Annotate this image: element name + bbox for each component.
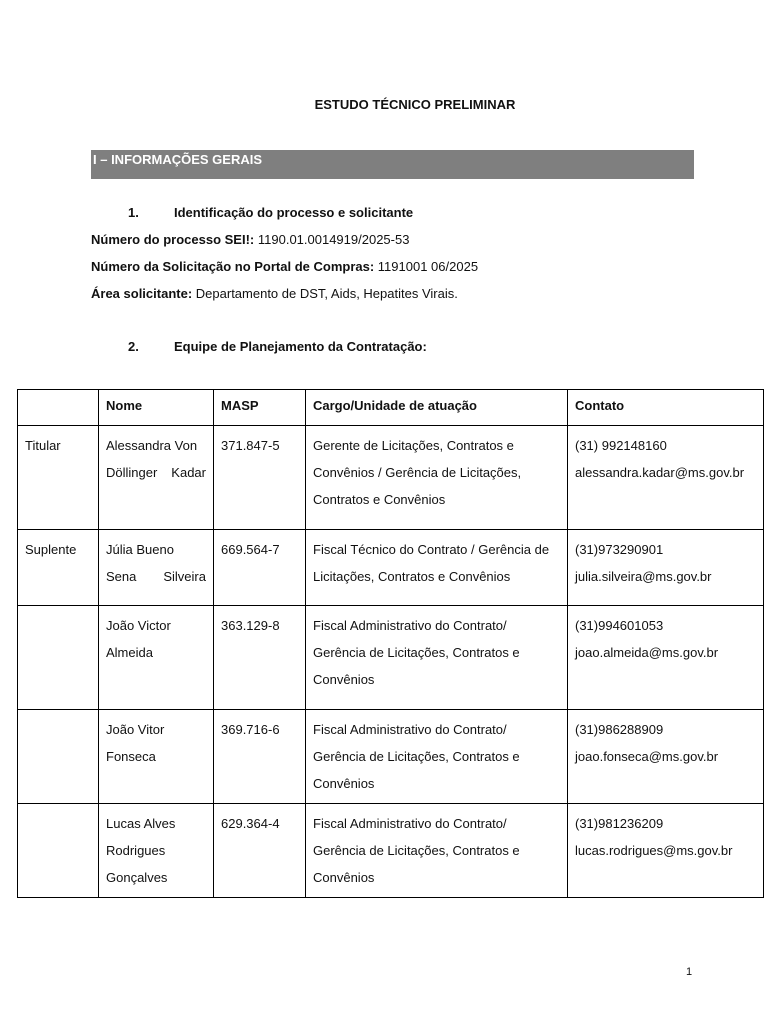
cell-name: Júlia Bueno Sena Silveira [99,530,214,606]
table-row [18,710,764,804]
contact-phone: (31)986288909 [575,722,664,737]
table-row [18,530,764,606]
cell-contact [568,804,764,898]
cell-masp: 669.564-7 [214,530,306,606]
cell-role [18,606,99,710]
cell-cargo: Fiscal Administrativo do Contrato/ Gerência de Licitações, Contratos e Convênios [306,606,568,710]
item-1-heading [128,205,413,220]
cell-masp: 363.129-8 [214,606,306,710]
contact-email: lucas.rodrigues@ms.gov.br [575,843,733,858]
header-role [18,390,99,426]
item-1-number: 1. [128,205,139,220]
cell-masp: 629.364-4 [214,804,306,898]
cell-cargo: Fiscal Administrativo do Contrato/ Gerência de Licitações, Contratos e Convênios [306,804,568,898]
cell-name: Lucas Alves Rodrigues Gonçalves [99,804,214,898]
request-number-value: 1191001 06/2025 [377,259,479,274]
process-number-line [91,232,409,247]
header-contact: Contato [568,390,764,426]
contact-email: alessandra.kadar@ms.gov.br [575,465,745,480]
cell-contact [568,606,764,710]
cell-role [18,710,99,804]
planning-team-table [17,389,764,898]
cell-contact [568,426,764,530]
area-line [91,286,458,301]
contact-phone: (31)981236209 [575,816,664,831]
section-header: I – INFORMAÇÕES GERAIS [91,150,694,179]
item-2-number: 2. [128,339,139,354]
item-2-heading [128,339,427,354]
cell-cargo: Gerente de Licitações, Contratos e Convênios / Gerência de Licitações, Contratos e Convênios [306,426,568,530]
item-1-text: Identificação do processo e solicitante [174,205,414,220]
cell-contact [568,530,764,606]
item-2-text: Equipe de Planejamento da Contratação: [174,339,427,354]
cell-name: João Victor Almeida [99,606,214,710]
contact-email: julia.silveira@ms.gov.br [575,569,712,584]
contact-phone: (31)994601053 [575,618,664,633]
table-row [18,606,764,710]
cell-role: Titular [18,426,99,530]
contact-email: joao.almeida@ms.gov.br [575,645,719,660]
contact-phone: (31)973290901 [575,542,664,557]
cell-cargo: Fiscal Técnico do Contrato / Gerência de Licitações, Contratos e Convênios [306,530,568,606]
table-row [18,426,764,530]
area-label: Área solicitante: [91,286,193,301]
cell-cargo: Fiscal Administrativo do Contrato/ Gerência de Licitações, Contratos e Convênios [306,710,568,804]
process-number-value: 1190.01.0014919/2025-53 [257,232,410,247]
contact-email: joao.fonseca@ms.gov.br [575,749,719,764]
cell-role: Suplente [18,530,99,606]
cell-masp: 371.847-5 [214,426,306,530]
area-value: Departamento de DST, Aids, Hepatites Virais. [195,286,458,301]
cell-role [18,804,99,898]
contact-phone: (31) 992148160 [575,438,667,453]
document-title: ESTUDO TÉCNICO PRELIMINAR [314,97,516,112]
request-number-label: Número da Solicitação no Portal de Compras: [91,259,375,274]
process-number-label: Número do processo SEI!: [91,232,255,247]
table-row [18,804,764,898]
cell-masp: 369.716-6 [214,710,306,804]
request-number-line [91,259,478,274]
page-number: 1 [686,966,693,978]
header-name: Nome [99,390,214,426]
header-masp: MASP [214,390,306,426]
cell-contact [568,710,764,804]
cell-name: Alessandra Von Döllinger Kadar [99,426,214,530]
table-header-row [18,390,764,426]
cell-name: João Vitor Fonseca [99,710,214,804]
header-cargo: Cargo/Unidade de atuação [306,390,568,426]
